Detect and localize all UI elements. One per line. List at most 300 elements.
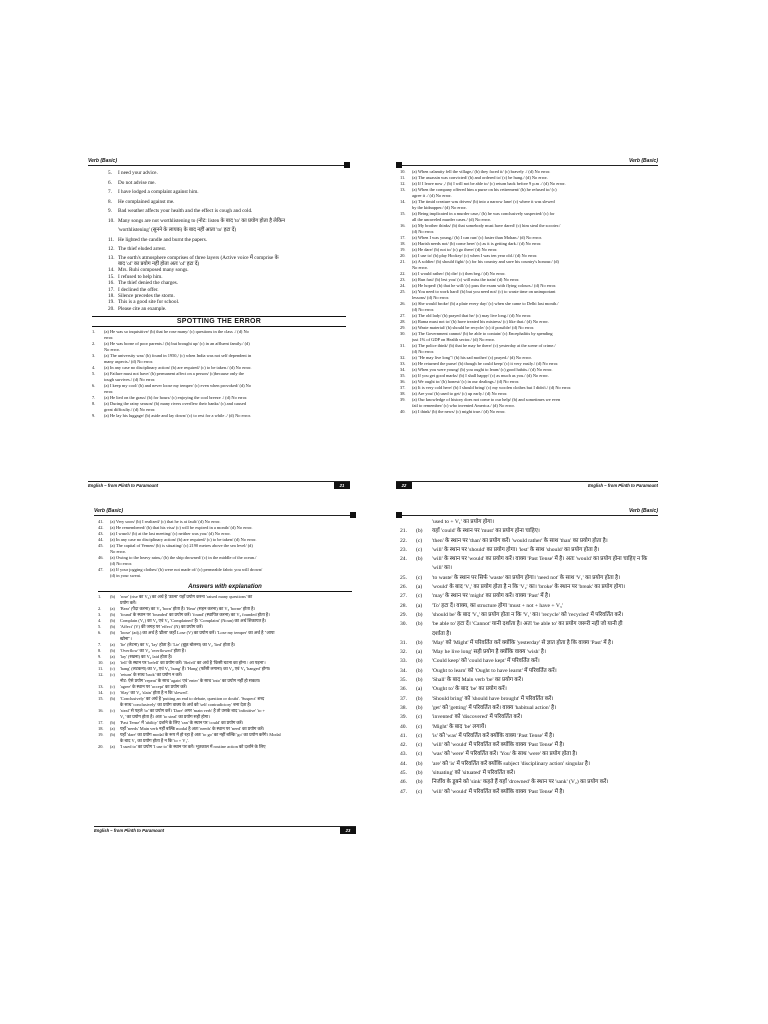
list-item bbox=[400, 778, 654, 787]
item-text: 'may' के स्थान पर 'might' का प्रयोग करें। वाक्य 'Past' में है। bbox=[432, 593, 551, 600]
item-number: 2. bbox=[92, 341, 96, 347]
item-number: 9. bbox=[98, 654, 102, 659]
item-number: 7. bbox=[92, 395, 96, 401]
item-number: 1. bbox=[92, 329, 96, 335]
list-item bbox=[400, 695, 654, 704]
item-text: error. bbox=[104, 335, 114, 341]
item-number: 33. bbox=[400, 658, 407, 665]
item-number: 39. bbox=[400, 397, 406, 402]
item-text: error. bbox=[104, 389, 114, 395]
list-item bbox=[400, 667, 654, 676]
item-text: The earth's atmosphere comprises of three layers (Active voice में comprise के bbox=[118, 254, 279, 261]
page-header bbox=[88, 155, 350, 166]
item-text: 'Shall' के बाद Main verb 'be' का प्रयोग करें। bbox=[432, 677, 524, 684]
item-number: 46. bbox=[98, 555, 104, 560]
item-text: The thief eluded arrest. bbox=[118, 246, 167, 252]
example-sentence bbox=[92, 226, 346, 236]
item-text: 'are' को 'is' में परिवर्तित करें क्योंकि subject 'disciplinary action' singular है। bbox=[432, 760, 590, 767]
item-text: I refused to help him. bbox=[118, 273, 163, 280]
item-text: 'will' को 'would' में परिवर्तित करें क्योंकि वाक्य 'Past Tense' में है। bbox=[432, 742, 565, 749]
item-text: 'will' के स्थान पर 'would' का प्रयोग करें। वाक्य 'Past Tense' में है। अतः 'would' का प्रयोग होना चाहिए न कि bbox=[432, 556, 648, 563]
item-text: (a) A soldier/ (b) should fight/ (c) for his country and save his country's honour./ (d) bbox=[412, 259, 559, 264]
example-sentence bbox=[92, 207, 346, 217]
page-footer bbox=[94, 826, 356, 835]
page-23 bbox=[94, 505, 356, 835]
item-number: 44. bbox=[400, 760, 407, 767]
item-text: (a) Harish needs not/ (b) come here/ (c) as it is getting dark./ (d) No error. bbox=[412, 241, 542, 246]
item-text: Many songs are not worthlistening to (नोट: listen के बाद 'to' का प्रयोग होता है लेकिन bbox=[118, 217, 285, 224]
answer-choice: (c) bbox=[416, 714, 423, 721]
item-number: 13. bbox=[400, 187, 406, 192]
answer-choice: (b) bbox=[416, 658, 423, 665]
list-item bbox=[400, 639, 654, 648]
list-item bbox=[400, 583, 654, 592]
item-number: 31. bbox=[400, 639, 407, 646]
item-number: 7. bbox=[108, 189, 112, 195]
item-number: 20. bbox=[98, 744, 104, 749]
answer-choice: (b) bbox=[416, 704, 423, 711]
example-sentence bbox=[92, 188, 346, 198]
item-text: No error. bbox=[110, 549, 126, 554]
item-text: 'Conclusively' का अर्थ है 'putting an end to debate, question or doubt'. 'Suspect' शब्द bbox=[120, 696, 265, 701]
item-number: 19. bbox=[98, 732, 104, 737]
answer-choice: (b) bbox=[110, 732, 116, 737]
question-list bbox=[98, 519, 352, 579]
header-marker bbox=[344, 162, 350, 168]
item-number: 26. bbox=[400, 584, 407, 591]
section-title: SPOTTING THE ERROR bbox=[92, 316, 346, 327]
page-22 bbox=[396, 155, 658, 490]
answer-choice: (b) bbox=[110, 618, 116, 623]
answer-choice: (b) bbox=[110, 720, 116, 725]
item-text: (a) The police think/ (b) that he may be there/ (c) yesterday at the scene of crime./ bbox=[412, 343, 556, 348]
item-number: 25. bbox=[400, 289, 406, 294]
list-item bbox=[92, 413, 346, 419]
list-item bbox=[400, 602, 654, 611]
item-number: 29. bbox=[400, 325, 406, 330]
item-text: (a) "He may live long"/ (b) his sad mother/ (c) prayed./ (d) No error. bbox=[412, 355, 532, 360]
item-number: 18. bbox=[108, 292, 115, 299]
item-number: 33. bbox=[400, 361, 406, 366]
item-number: 29. bbox=[400, 611, 407, 618]
item-text: (a) He returned the purse/ (b) though he could keep/ (c) it very easily./ (d) No error. bbox=[412, 361, 559, 366]
list-item bbox=[400, 657, 654, 666]
item-text: No error. bbox=[412, 265, 428, 270]
item-text: (a) Rama must not to/ (b) have treated his mistress/ (c) like that./ (d) No error. bbox=[412, 319, 549, 324]
item-number: 23. bbox=[400, 546, 407, 553]
list-item bbox=[400, 409, 654, 415]
item-number: 28. bbox=[400, 319, 406, 324]
answer-choice bbox=[416, 518, 432, 527]
answer-choice: (c) bbox=[416, 593, 423, 600]
item-text: 'to waste' के स्थान पर सिर्फ 'waste' का प्रयोग होगा। 'need not' के साथ 'V₁' का प्रयोग होता है। bbox=[432, 574, 621, 581]
item-number: 24. bbox=[400, 283, 406, 288]
answer-choice: (c) bbox=[416, 732, 423, 739]
item-number: 11. bbox=[400, 175, 406, 180]
item-text: (a) She would broke/ (b) a plate every day/ (c) when she came to Delhi last month./ bbox=[412, 301, 559, 306]
item-text: 'is' को 'was' में परिवर्तित करें क्योंकि वाक्य 'Past Tense' में है। bbox=[432, 732, 555, 739]
page-footer bbox=[396, 481, 658, 490]
answer-choice: (c) bbox=[416, 788, 423, 795]
list-item bbox=[400, 648, 654, 657]
answer-choice: (b) bbox=[416, 760, 423, 767]
item-text: 'was' को 'were' में परिवर्तित करें। 'You' के साथ 'were' का प्रयोग होता है। bbox=[432, 751, 578, 758]
answer-choice: (b) bbox=[110, 624, 116, 629]
item-text: (a) It is very cold here/ (b) I should bring/ (c) my woolen clothes but I didn't./ (d) No error. bbox=[412, 385, 572, 390]
item-text: (a) We ought to/ (b) honest/ (c) in our dealings./ (d) No error. bbox=[412, 379, 520, 384]
item-text: 'worthlistening' (सुनने के लायक) के बाद नहीं आता 'to' हटा दें) bbox=[118, 227, 237, 233]
item-text: (a) When I was young,/ (b) I can run/ (c) faster than Mohan./ (d) No error. bbox=[412, 235, 542, 240]
example-sentence bbox=[92, 217, 346, 227]
page-21 bbox=[88, 155, 350, 490]
item-text: 'To' हटा दें। वाक्य, का structure होगा 'must + not + have + V₃' bbox=[432, 602, 563, 609]
item-text: No error. bbox=[104, 347, 120, 353]
answer-choice: (b) bbox=[110, 630, 116, 635]
item-text: Please cite an example. bbox=[118, 305, 167, 312]
example-sentence bbox=[92, 306, 346, 312]
item-text: (a) Owing to the heavy rains,/ (b) the ship drowned/ (c) in the middle of the ocean./ bbox=[110, 555, 257, 560]
item-text: खोना"। bbox=[120, 636, 132, 641]
answer-choice: (a) bbox=[110, 660, 115, 665]
item-text: (a) Very soon/ (b) I realized/ (c) that he is at fault/ (d) No error. bbox=[110, 519, 221, 524]
item-number: 27. bbox=[400, 313, 406, 318]
item-number: 4. bbox=[92, 365, 96, 371]
list-item bbox=[400, 723, 654, 732]
item-text: (a) Are you/ (b) used to get/ (c) up early./ (d) No error. bbox=[412, 391, 508, 396]
answer-choice: (b) bbox=[110, 594, 116, 599]
item-text: 'Might' के बाद 'be' लगायें। bbox=[432, 723, 487, 730]
item-number: 39. bbox=[400, 714, 407, 721]
item-number: 6. bbox=[92, 383, 96, 389]
item-number: 45. bbox=[98, 543, 104, 548]
example-sentence bbox=[92, 169, 346, 179]
question-list bbox=[92, 329, 346, 419]
item-number: 15. bbox=[108, 273, 115, 280]
item-number: 8. bbox=[98, 648, 102, 653]
header-label: Verb (Basic) bbox=[88, 158, 117, 164]
item-text: (a) Failure must not have/ (b) permanent affect on a person/ (c)because only the bbox=[104, 371, 244, 377]
item-text: 'hang' (लटकना) का V₂ एवं V₃ 'hung' है। 'Hang' (फाँसी लगाना) का V₂ एवं V₃ 'hanged' होगा। bbox=[120, 666, 271, 671]
item-number: 22. bbox=[400, 271, 406, 276]
item-text: by the kidnapper./ (d) No error. bbox=[412, 205, 467, 210]
item-number: 22. bbox=[400, 537, 407, 544]
item-number: 35. bbox=[400, 373, 406, 378]
item-number: 31. bbox=[400, 343, 406, 348]
item-text: (a) I would rather/ (b) die/ (c) then beg./ (d) No error. bbox=[412, 271, 506, 276]
item-number: 42. bbox=[98, 525, 104, 530]
item-text: (a) If you get good marks/ (b) I shall happy/ (c) as much as you./ (d) No error. bbox=[412, 373, 549, 378]
item-number bbox=[98, 573, 110, 579]
item-text: 'Slay' का V₂ 'slain' होता है न कि 'slewed'. bbox=[120, 690, 189, 695]
item-number: 32. bbox=[400, 355, 406, 360]
item-number: 43. bbox=[98, 531, 104, 536]
item-text: (a) You need to work hard/ (b) but you need not/ (c) to waste time on unimportant bbox=[412, 289, 556, 294]
item-text: I need your advice. bbox=[118, 170, 158, 176]
item-text: 'Ought to' के बाद 'be' का प्रयोग करें। bbox=[432, 686, 507, 693]
example-sentence bbox=[92, 245, 346, 255]
item-text: 'lay' (रखना) का V₂ laid होता है। bbox=[120, 654, 173, 659]
answer-list bbox=[400, 518, 654, 797]
item-text: (a) In any case no disciplinary action/ (b) are required/ (c) to be taken/ (d) No error. bbox=[110, 537, 257, 542]
item-text: 'will' को 'would' में परिवर्तित करें क्योंकि वाक्य 'Past Tense' में है। bbox=[432, 788, 565, 795]
header-label: Verb (Basic) bbox=[629, 158, 658, 164]
item-text: (a) When calamity fell the village,/ (b) they faced it/ (c) bravely ./ (d) No error. bbox=[412, 169, 551, 174]
item-number: 19. bbox=[108, 299, 115, 306]
item-number: 24. bbox=[400, 556, 407, 563]
item-text: 'get' को 'getting' में परिवर्तित करें। वाक्य 'habitual action' है। bbox=[432, 704, 557, 711]
item-text: निर्जीव के डूबने को 'sink' कहते हैं यहाँ 'drowned' के स्थान पर 'sank' (V₂) का प्रयोग करें। bbox=[432, 779, 609, 786]
header-marker bbox=[396, 162, 402, 168]
item-number: 21. bbox=[400, 528, 407, 535]
list-item bbox=[400, 527, 654, 536]
list-item bbox=[400, 546, 654, 555]
item-text: (a) I wasn't/ (b) at the last meeting/ (c) neither was you/ (d) No error. bbox=[110, 531, 231, 536]
item-text: 'situating' को 'situated' में परिवर्तित करें। bbox=[432, 770, 516, 777]
item-text: (a) I use to/ (b) play Hockey/ (c) when I was ten year old./ (d) No error. bbox=[412, 253, 538, 258]
item-number: 36. bbox=[400, 686, 407, 693]
item-number: 36. bbox=[400, 379, 406, 384]
list-item bbox=[98, 573, 352, 579]
item-number: 18. bbox=[400, 241, 406, 246]
item-number: 9. bbox=[108, 208, 112, 214]
item-text: (a) When the company offered him a purse on his retirement/ (b) he refused to/ (c) bbox=[412, 187, 557, 192]
item-text: 'found' के स्थान पर 'founded' का प्रयोग करें। 'found' (स्थापित करना) का V₃ founded होता है। bbox=[120, 612, 270, 617]
list-item bbox=[400, 750, 654, 759]
item-number: 13. bbox=[108, 254, 115, 261]
item-text: (a) The old lady/ (b) prayed that he/ (c) may live long./ (d) No error. bbox=[412, 313, 532, 318]
item-number: 16. bbox=[108, 280, 115, 287]
item-number: 20. bbox=[400, 253, 406, 258]
item-text: यहाँ 'could' के स्थान पर 'must' का प्रयोग होना चाहिए। bbox=[432, 528, 540, 535]
item-text: यहाँ 'dare' का प्रयोग modal के रूप में हो रहा है अतः 'to go' का नहीं बल्कि 'go' का प्रयोग करेंगे। Modal bbox=[120, 732, 281, 737]
item-text: 'loose' (adj.) का अर्थ है 'ढीला' जहाँ Lose (V) का प्रयोग करें। 'Lose my temper' का अर्थ है "आपा bbox=[120, 630, 275, 635]
item-text: बाद 'of' का प्रयोग नहीं होता अतः 'of' हटा दें) bbox=[118, 260, 200, 267]
item-text: fail to remember/ (c) who invented America./ (d) No error. bbox=[412, 403, 515, 408]
item-number: 14. bbox=[98, 690, 104, 695]
page-header bbox=[396, 505, 658, 516]
answer-choice: (c) bbox=[416, 742, 423, 749]
item-text: tough survives./ (d) No error. bbox=[104, 377, 156, 383]
item-number: 5. bbox=[108, 170, 112, 176]
item-text: (a) He lay his luggage/ (b) aside and lay down/ (c) to rest for a while ./ (d) No error. bbox=[104, 413, 251, 419]
item-text: प्रयोग करें। bbox=[120, 600, 137, 605]
item-number: 8. bbox=[92, 401, 96, 407]
item-number: 10. bbox=[108, 217, 115, 224]
item-text: (a) If your jogging clothes/ (b) were not made of/ (c) permeable fabric you will drown/ bbox=[110, 567, 263, 572]
item-text: 'May' को 'Might' में परिवर्तित करें क्योंकि 'yesterday' से ज्ञात होता है कि वाक्य 'Past' में है। bbox=[432, 639, 614, 646]
item-number: 17. bbox=[98, 720, 104, 725]
list-item bbox=[400, 574, 654, 583]
item-text: Bad weather affects your health and the effect is cough and cold. bbox=[118, 208, 253, 214]
answer-choice: (c) bbox=[416, 574, 423, 581]
item-number: 12. bbox=[108, 246, 115, 252]
item-text: 'steal' से पहले 'to' का प्रयोग करें। 'Dare' अगर 'main verb' है तो उसके बाद 'infinitive' 'to + bbox=[120, 708, 266, 713]
item-number: 40. bbox=[400, 723, 407, 730]
item-text: (a) When you were young/ (b) you ought to learn/ (c) good habits./ (d) No error. bbox=[412, 367, 553, 372]
item-text: lessons/ (d) No error. bbox=[412, 295, 450, 300]
page-number: 23 bbox=[340, 827, 356, 834]
item-text: (a) I keep my cool/ (b) and never loose my temper/ (c) even when provoked/ (d) No bbox=[104, 383, 252, 389]
item-text: 'would' के बाद 'V₁' का प्रयोग होता है न कि 'V₂' का। 'broke' के स्थान पर 'break' का प्रयोग होगा। bbox=[432, 584, 626, 591]
item-number: 10. bbox=[98, 660, 104, 665]
item-text: many aspects./ (d) No error. bbox=[104, 359, 154, 365]
item-number: 5. bbox=[92, 371, 96, 377]
item-text: (a) He lied on the grass/ (b) for hours/ (c) enjoying the cool breeze ./ (d) No error. bbox=[104, 395, 248, 401]
item-text: 'Could keep' को 'could have kept' में परिवर्तित करें। bbox=[432, 658, 540, 665]
answer-choice: (a) bbox=[110, 606, 115, 611]
item-number: 41. bbox=[400, 732, 407, 739]
item-number: 4. bbox=[98, 618, 102, 623]
item-number: 16. bbox=[400, 223, 406, 228]
answer-choice: (c) bbox=[110, 690, 115, 695]
list-item bbox=[400, 676, 654, 685]
footer-text: English – from Plinth to Paramount bbox=[88, 483, 159, 488]
item-text: 'Overflow' का V₂ 'overflowed' होता है। bbox=[120, 648, 186, 653]
item-text: (a) My brother thinks/ (b) that somebody must have dared/ (c) him steal the scooter./ bbox=[412, 223, 561, 228]
item-number: 17. bbox=[400, 235, 406, 240]
item-number: 16. bbox=[98, 708, 104, 713]
list-item bbox=[400, 611, 654, 620]
answer-choice: (c) bbox=[416, 546, 423, 553]
answer-choice: (b) bbox=[416, 667, 423, 674]
item-text: (a) He was so inquisitive/ (b) that he rose many/ (c) questions in the class ./ (d) No bbox=[104, 329, 249, 335]
item-text: (a) Waste material/ (b) should be recycle/ (c) if possible/ (d) No error. bbox=[412, 325, 535, 330]
item-number: 46. bbox=[400, 779, 407, 786]
answer-list bbox=[98, 594, 352, 750]
answer-choice: (a) bbox=[416, 602, 423, 609]
item-number: 34. bbox=[400, 667, 407, 674]
list-item bbox=[400, 620, 654, 629]
question-list bbox=[400, 169, 654, 415]
item-text: 'Should bring' को 'should have brought' में परिवर्तित करें। bbox=[432, 695, 554, 702]
item-text: just 1% of GDP on Health sector./ (d) No error. bbox=[412, 337, 495, 342]
list-item bbox=[400, 704, 654, 713]
item-text: (d) No error. bbox=[412, 307, 435, 312]
item-text: (a) He dare/ (b) not to/ (c) go there/ (d) No error. bbox=[412, 247, 498, 252]
item-number: 23. bbox=[400, 277, 406, 282]
item-number bbox=[400, 564, 416, 573]
item-number: 8. bbox=[108, 198, 112, 205]
item-text: I have lodged a complaint against him. bbox=[118, 189, 199, 195]
item-number: 11. bbox=[98, 666, 104, 671]
list-item bbox=[400, 732, 654, 741]
item-number: 3. bbox=[98, 612, 102, 617]
answer-choice: (a) bbox=[110, 726, 115, 731]
list-item bbox=[400, 592, 654, 601]
item-text: Silence precedes the storm. bbox=[118, 292, 175, 299]
item-text: agree it ./ (d) No error. bbox=[412, 193, 452, 198]
item-number: 13. bbox=[98, 684, 104, 689]
footer-text: English – from Plinth to Paramount bbox=[94, 828, 165, 833]
item-number: 30. bbox=[400, 331, 406, 336]
item-text: (d) in your sweat. bbox=[110, 573, 141, 578]
item-number: 21. bbox=[400, 259, 406, 264]
item-text: 'then' के स्थान पर 'than' का प्रयोग करें। 'would rather' के साथ 'than' का प्रयोग होता है। bbox=[432, 537, 608, 544]
item-text: (a) He hoped/ (b) that he will/ (c) pass the exam with flying colours./ (d) No error. bbox=[412, 283, 557, 288]
item-number: 14. bbox=[108, 267, 115, 274]
item-text: (a) The assassin was convicted/ (b) and ordered to/ (c) be hung./ (d) No error. bbox=[412, 175, 548, 180]
list-item bbox=[400, 518, 654, 527]
item-number: 20. bbox=[108, 305, 115, 312]
item-number: 38. bbox=[400, 704, 407, 711]
item-number: 43. bbox=[400, 751, 407, 758]
item-number: 17. bbox=[108, 286, 115, 293]
item-text: all the unraveled murder cases./ (d) No error. bbox=[412, 217, 491, 222]
item-text: नोट: ऐसे प्रयोग 'repeat' के साथ 'again' एवं 'enter' के साथ 'into' का प्रयोग नहीं हो सकता। bbox=[120, 678, 261, 683]
item-number: 27. bbox=[400, 593, 407, 600]
item-text: (a) The capital of Yemen/ (b) is situating/ (c) 2190 metres above the sea level/ (d) bbox=[110, 543, 253, 548]
page-header bbox=[396, 155, 658, 166]
example-sentence bbox=[92, 179, 346, 189]
item-number bbox=[400, 630, 416, 639]
item-number: 10. bbox=[400, 169, 406, 174]
answer-choice: (b) bbox=[110, 696, 116, 701]
item-text: (d) No error. bbox=[412, 229, 435, 234]
answer-choice: (c) bbox=[416, 751, 423, 758]
answer-choice: (b) bbox=[416, 695, 423, 702]
answer-choice: (b) bbox=[416, 677, 423, 684]
answer-choice: (b) bbox=[416, 556, 423, 563]
answer-choice: (a) bbox=[110, 654, 115, 659]
item-number: 11. bbox=[108, 236, 115, 243]
item-text: 'Affect' (V) की जगह पर 'effect' (N) का प्रयोग करें। bbox=[120, 624, 204, 629]
answer-choice bbox=[416, 630, 432, 639]
answer-choice: (b) bbox=[416, 639, 423, 646]
item-text: (a) He was borne of poor parents./ (b) but brought up/ (c) in an affluent family./ (d) bbox=[104, 341, 250, 347]
item-number: 7. bbox=[98, 642, 102, 647]
item-text: V₁' का प्रयोग होता है। अतः 'to steal' का प्रयोग सही होगा। bbox=[120, 714, 210, 719]
item-text: Mrs. Ruhi composed many songs. bbox=[118, 267, 189, 274]
item-number: 15. bbox=[400, 211, 406, 216]
item-number: 47. bbox=[400, 788, 407, 795]
item-text: 'be able to' हटा दें। 'Cannot' यानी दर्शाता है। अतः 'be able to' का प्रयोग जरूरी नहीं जो यानी ही bbox=[432, 621, 623, 628]
item-text: Do not advise me. bbox=[118, 179, 156, 186]
list-item bbox=[400, 760, 654, 769]
item-text: के साथ 'conclusively' का प्रयोग वाक्य के अर्थ को 'self contradictory' बना देता है। bbox=[120, 702, 252, 707]
item-text: 'invented' को 'discovered' में परिवर्तित करें। bbox=[432, 714, 523, 721]
answer-choice: (c) bbox=[110, 666, 115, 671]
item-text: 'I used to' का प्रयोग 'I use to' के स्थान पर करें। भूतकाल में routine action को दर्शाने के लिए bbox=[120, 744, 266, 749]
item-text: (a) In any case no disciplinary action/ (b) are required/ (c) to be taken./ (d) No error. bbox=[104, 365, 252, 371]
answer-choice: (b) bbox=[416, 621, 423, 628]
item-number: 38. bbox=[400, 391, 406, 396]
item-text: (a) The university was/ (b) found in 1950,/ (c) when India was not self dependent in bbox=[104, 353, 252, 359]
answer-choice: (c) bbox=[416, 723, 423, 730]
answer-choice: (b) bbox=[110, 648, 116, 653]
answer-choice bbox=[416, 564, 432, 573]
item-number: 5. bbox=[98, 624, 102, 629]
answer-choice: (c) bbox=[110, 684, 115, 689]
answer-choice: (b) bbox=[416, 528, 423, 535]
item-number: 19. bbox=[400, 247, 406, 252]
list-item bbox=[400, 713, 654, 722]
item-number: 12. bbox=[400, 181, 406, 186]
list-item bbox=[400, 564, 654, 573]
page-number: 22 bbox=[396, 482, 412, 489]
item-text: He complained against me. bbox=[118, 198, 175, 205]
item-text: 'lie' (लेटना) का V₂ 'lay' होता है। 'Lie' (झूठ बोलना) का V₂ 'lied' होता है। bbox=[120, 642, 236, 647]
item-text: 'will' के स्थान पर 'should' का प्रयोग होगा। 'lest' के साथ 'should' का प्रयोग होता है। bbox=[432, 546, 600, 553]
item-number: 37. bbox=[400, 385, 406, 390]
item-text: I declined the offer. bbox=[118, 286, 159, 293]
item-number: 2. bbox=[98, 606, 102, 611]
list-item bbox=[400, 769, 654, 778]
example-sentence bbox=[92, 236, 346, 246]
item-number: 45. bbox=[400, 770, 407, 777]
list-item bbox=[400, 537, 654, 546]
answer-choice: (a) bbox=[416, 584, 423, 591]
header-label: Verb (Basic) bbox=[629, 508, 658, 514]
